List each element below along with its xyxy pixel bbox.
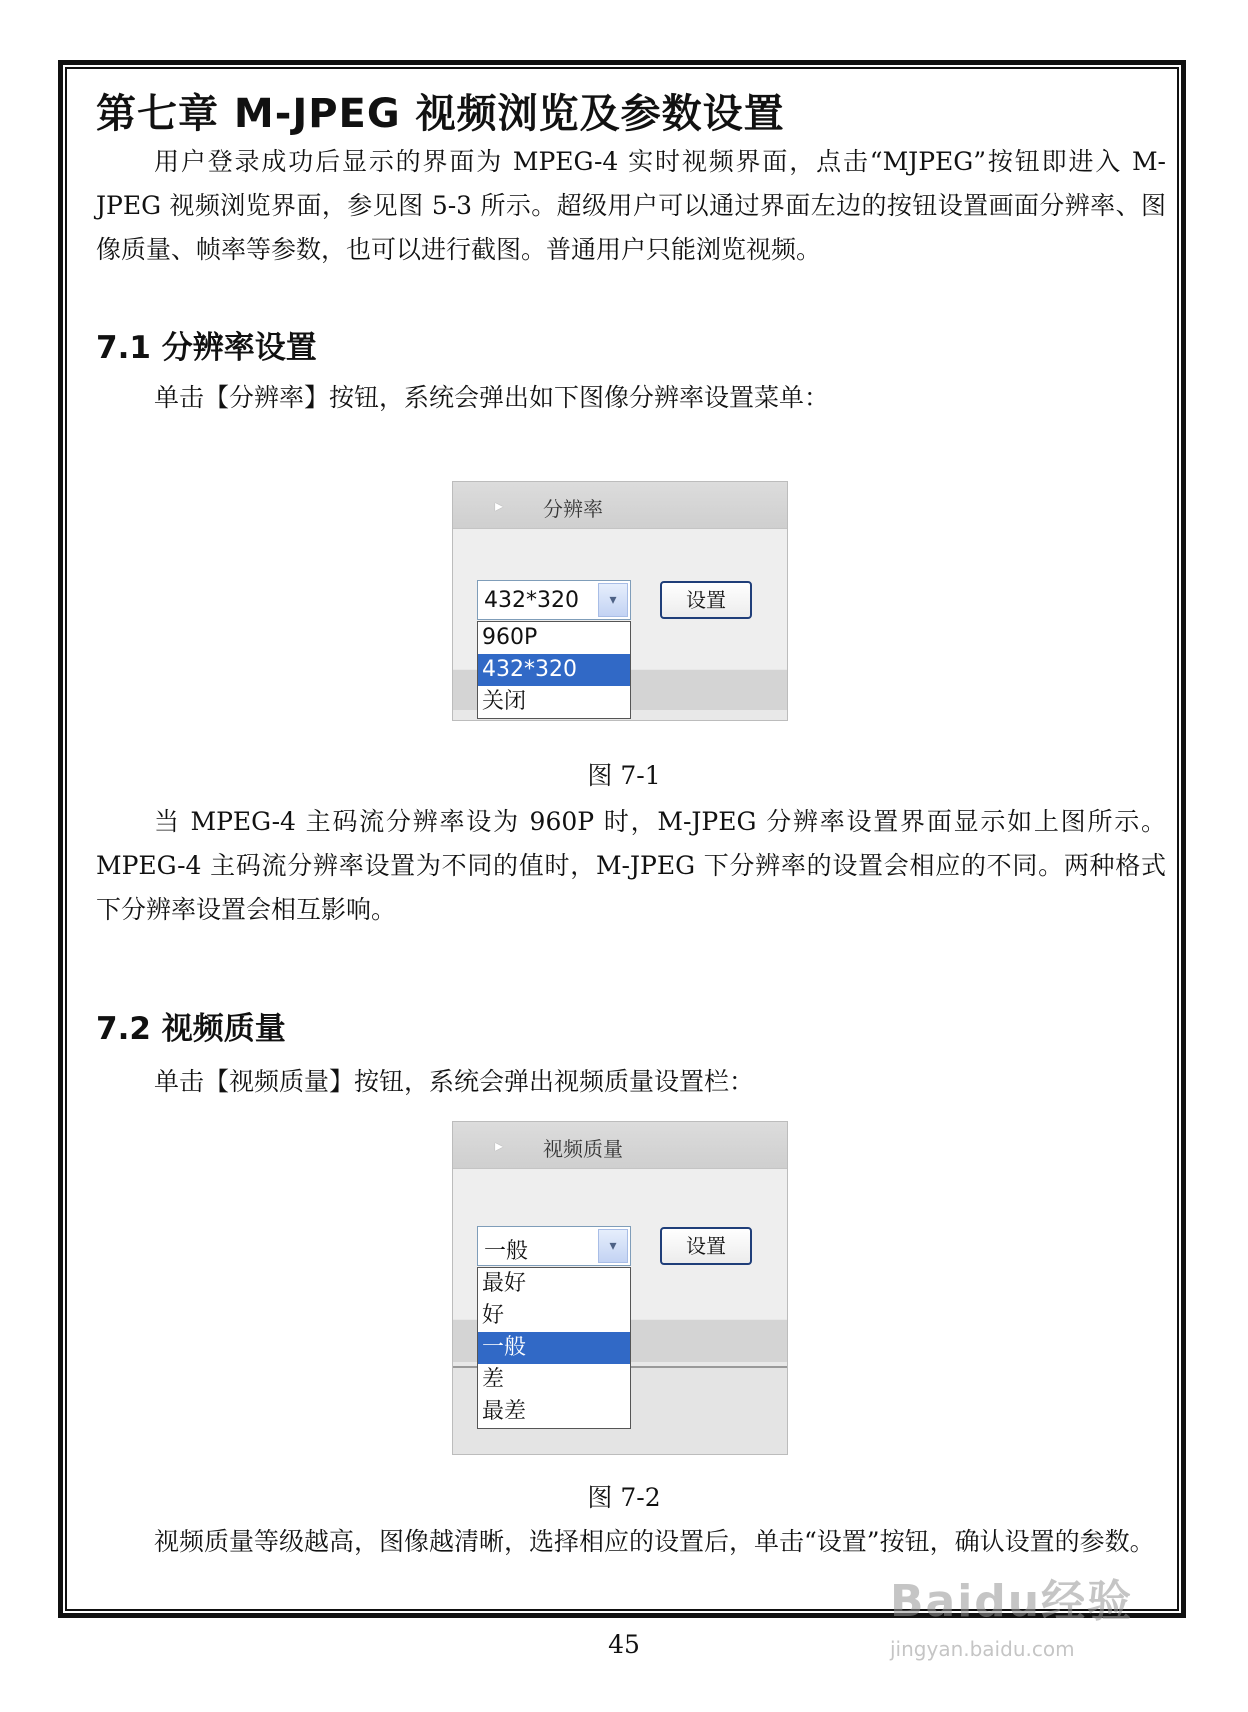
watermark-main: Baidu经验 (890, 1576, 1134, 1627)
quality-set-button[interactable]: 设置 (660, 1227, 752, 1265)
page-number: 45 (608, 1630, 640, 1659)
resolution-option[interactable]: 960P (482, 625, 538, 650)
quality-option[interactable]: 最差 (482, 1399, 527, 1424)
quality-option-selected[interactable]: 一般 (478, 1332, 630, 1364)
resolution-options-list (477, 621, 631, 719)
resolution-option[interactable]: 关闭 (482, 689, 527, 714)
expand-arrow-icon: ▸ (495, 1136, 504, 1155)
quality-selected-value: 一般 (484, 1239, 529, 1264)
section-7-1-body: 当 MPEG-4 主码流分辨率设为 960P 时，M-JPEG 分辨率设置界面显示如上图所示。MPEG-4 主码流分辨率设置为不同的值时，M-JPEG 下分辨率的设置会相应的不同。两种格式下分辨率设置会相互影响。 (96, 807, 1166, 924)
quality-option[interactable]: 差 (482, 1367, 505, 1392)
watermark-url: jingyan.baidu.com (890, 1637, 1075, 1661)
panel-header[interactable] (453, 482, 787, 529)
panel-title: 视频质量 (543, 1137, 623, 1161)
figure-7-2-caption: 图 7-2 (587, 1483, 661, 1512)
chevron-down-icon[interactable]: ▾ (598, 1229, 628, 1263)
expand-arrow-icon: ▸ (495, 496, 504, 515)
chevron-down-icon[interactable]: ▾ (598, 583, 628, 617)
resolution-panel (452, 481, 788, 721)
section-7-2-lead: 单击【视频质量】按钮，系统会弹出视频质量设置栏： (154, 1067, 755, 1096)
section-7-2-body: 视频质量等级越高，图像越清晰，选择相应的设置后，单击“设置”按钮，确认设置的参数。 (154, 1527, 1155, 1556)
chapter-title: 第七章 M-JPEG 视频浏览及参数设置 (96, 91, 785, 137)
quality-option[interactable]: 好 (482, 1303, 505, 1328)
chapter-intro: 用户登录成功后显示的界面为 MPEG-4 实时视频界面，点击“MJPEG”按钮即进入 M-JPEG 视频浏览界面，参见图 5-3 所示。超级用户可以通过界面左边的按钮设置画面分辨率、图像质量、帧率等参数，也可以进行截图。普通用户只能浏览视频。 (96, 147, 1166, 264)
video-quality-panel (452, 1121, 788, 1455)
section-7-1-heading: 7.1 分辨率设置 (96, 330, 317, 366)
baidu-watermark (890, 1565, 1133, 1661)
resolution-selected-value: 432*320 (484, 588, 579, 613)
quality-option[interactable]: 最好 (482, 1271, 527, 1296)
quality-select[interactable] (477, 1226, 631, 1266)
section-7-1-lead: 单击【分辨率】按钮，系统会弹出如下图像分辨率设置菜单： (154, 383, 830, 412)
quality-options-list (477, 1267, 631, 1429)
resolution-option-selected[interactable]: 432*320 (478, 654, 630, 686)
section-7-2-heading: 7.2 视频质量 (96, 1011, 286, 1047)
panel-title: 分辨率 (543, 497, 603, 521)
figure-7-1-caption: 图 7-1 (587, 761, 661, 790)
panel-header[interactable] (453, 1122, 787, 1169)
resolution-set-button[interactable]: 设置 (660, 581, 752, 619)
resolution-select[interactable] (477, 580, 631, 620)
